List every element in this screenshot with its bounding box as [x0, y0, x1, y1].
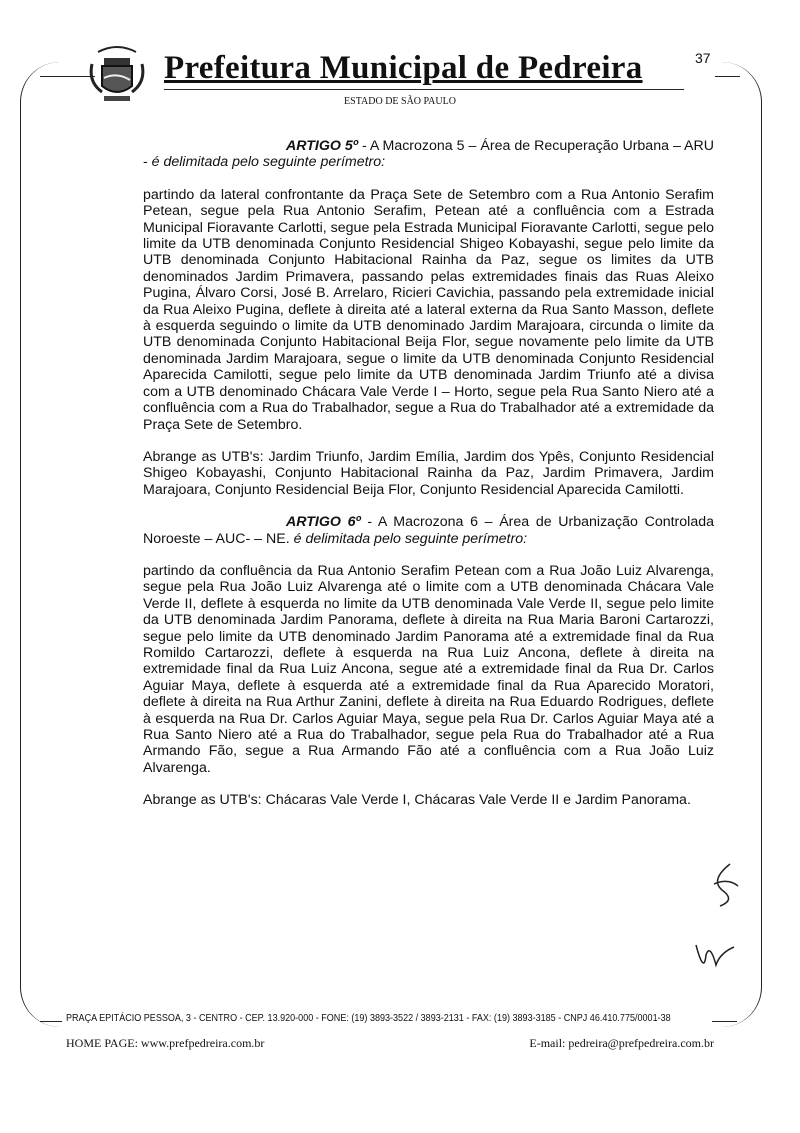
article-6-heading [143, 514, 714, 547]
article-5-covers: Abrange as UTB's: Jardim Triunfo, Jardim Emília, Jardim dos Ypês, Conjunto Residencial Shigeo Kobayashi, Conjunto Habitacional Rainha da Paz, Jardim Primavera, Jardim Marajoara, Conjunto Residencial Beija Flor, Conjunto Residencial Aparecida Camilotti. [143, 448, 714, 498]
document-body [143, 138, 714, 825]
state-subtitle: ESTADO DE SÃO PAULO [344, 96, 456, 107]
article-label: ARTIGO 6º [286, 514, 361, 531]
footer-address: PRAÇA EPITÁCIO PESSOA, 3 - CENTRO - CEP. 13.920-000 - FONE: (19) 3893-3522 / 3893-2131 - FAX: (19) 3893-3185 - CNPJ 46.410.775/0001-38 [66, 1012, 671, 1024]
footer-rule-right [712, 1021, 737, 1022]
article-intro: - A Macrozona 5 – Área de Recuperação Urbana – ARU - [143, 138, 714, 171]
article-6-covers: Abrange as UTB's: Chácaras Vale Verde I, Chácaras Vale Verde II e Jardim Panorama. [143, 792, 691, 809]
article-intro-italic: é delimitada pelo seguinte perímetro: [151, 154, 386, 171]
title-underline [164, 89, 684, 90]
page-title: Prefeitura Municipal de Pedreira [164, 50, 643, 86]
page-number: 37 [695, 50, 711, 66]
article-label: ARTIGO 5º [286, 138, 358, 154]
article-5-perimeter: partindo da lateral confrontante da Praça Sete de Setembro com a Rua Antonio Serafim Petean, segue pela Rua Antonio Serafim, Petean até a confluência com a Estrada Municipal Fioravante Carlotti, segue pela Estrada Municipal Fioravante Carlotti, segue pelo limite da UTB denominada Conjunto Residencial Shigeo Kobayashi, segue pelo limite da UTB denominada Conjunto Habitacional Rainha da Paz, segue os limites da UTB denominados Jardim Primavera, passando pelas extremidades finais das Ruas Aleixo Pugina, Álvaro Corsi, José B. Arrelaro, Ricieri Cavichia, passando pela extremidade inicial da Rua Aleixo Pugina, deflete à direita até a lateral externa da Rua Santo Masson, deflete à esquerda seguindo o limite da UTB denominado Jardim Marajoara, circunda o limite da UTB denominada Conjunto Habitacional Beija Flor, segue novamente pelo limite da UTB denominada Jardim Marajoara, segue o limite da UTB denominada Conjunto Residencial Aparecida Camilotti, segue pelo limite da UTB denominada Jardim Triunfo até a divisa com a UTB denominado Chácara Vale Verde I – Horto, segue pela Rua Santo Niero até a confluência com a Rua do Trabalhador, segue a Rua do Trabalhador até a extremidade da Praça Sete de Setembro. [143, 186, 714, 433]
article-5-heading [143, 138, 714, 171]
footer-rule-left [40, 1021, 62, 1022]
header-rule-right [715, 76, 740, 77]
signature [690, 935, 740, 980]
footer-email: E-mail: pedreira@prefpedreira.com.br [529, 1036, 714, 1050]
initials-signature [700, 860, 745, 910]
article-intro-italic: é delimitada pelo seguinte perímetro: [293, 530, 528, 547]
footer-homepage: HOME PAGE: www.prefpedreira.com.br [66, 1036, 265, 1050]
article-6-perimeter: partindo da confluência da Rua Antonio Serafim Petean com a Rua João Luiz Alvarenga, segue pela Rua João Luiz Alvarenga até o limite com a UTB denominada Chácara Vale Verde II, deflete à esquerda no limite da UTB denominada Vale Verde II, segue pelo limite da UTB denominada Jardim Panorama, deflete à direita na Rua Maria Baroni Cartarozzi, segue pelo limite da UTB denominado Jardim Panorama até a extremidade final da Rua Romildo Cartarozzi, deflete à esquerda na Rua Luiz Ancona, deflete à direita na extremidade final da Rua Luiz Ancona, segue até a extremidade final da Rua Dr. Carlos Aguiar Maya, deflete à esquerda até a extremidade final da Rua Aparecido Moratori, deflete à direita na Rua Arthur Zanini, deflete à direita na Rua Eduardo Rodrigues, deflete à esquerda na Rua Dr. Carlos Aguiar Maya, segue pela Rua Dr. Carlos Aguiar Maya até a Rua Santo Niero até a Rua do Trabalhador, segue pela Rua do Trabalhador até a Rua Armando Fão, segue a Rua Armando Fão até a confluência com a Rua João Luiz Alvarenga. [143, 562, 714, 776]
article-intro: - A Macrozona 6 – Área de Urbanização Controlada Noroeste – AUC- – NE. [143, 514, 714, 547]
